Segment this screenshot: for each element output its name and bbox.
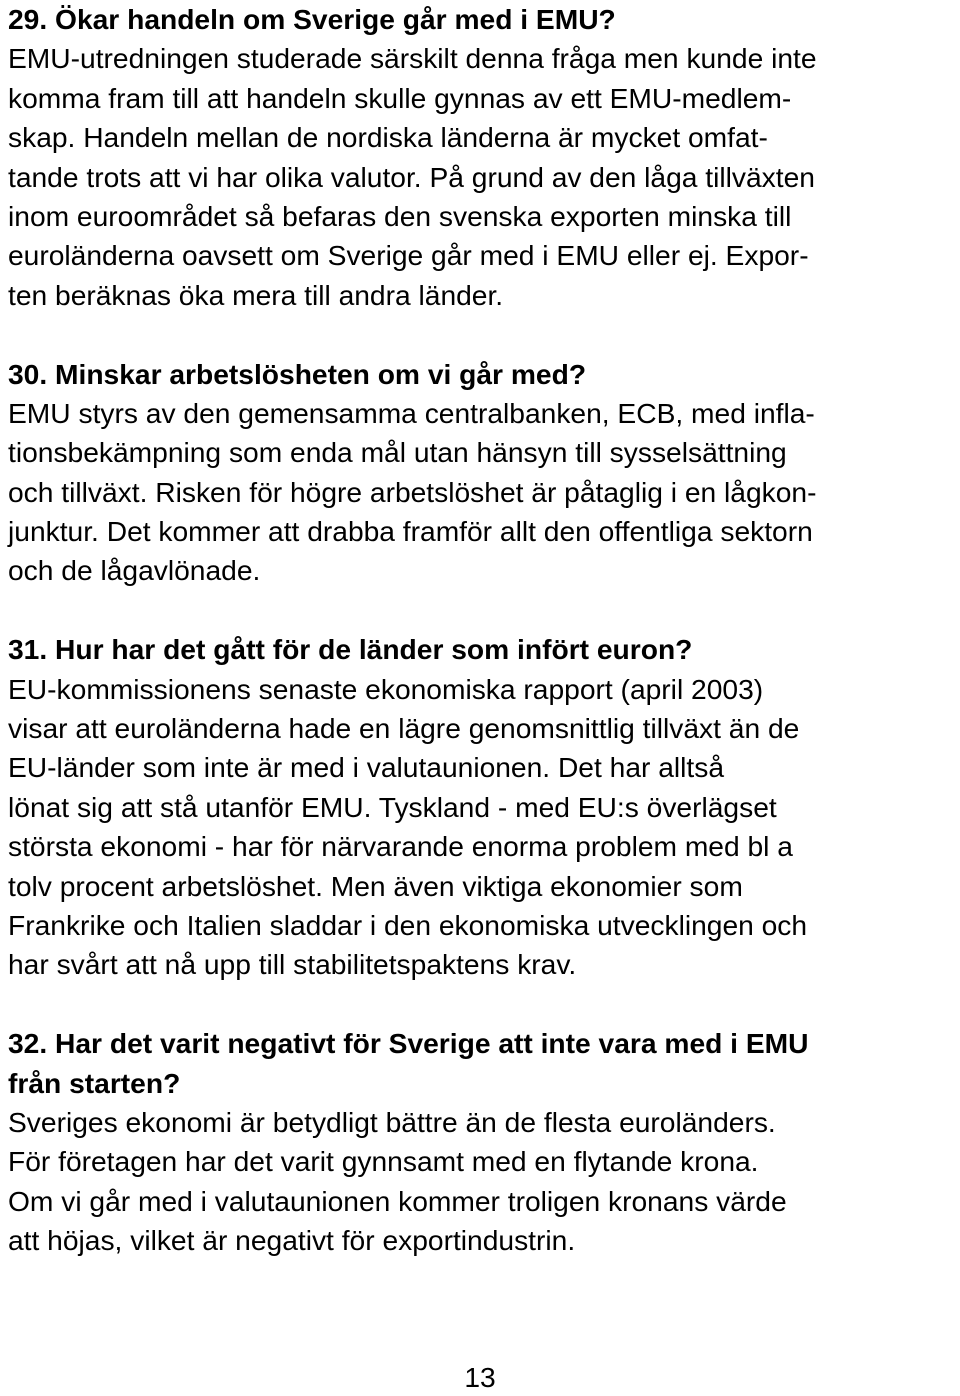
document-page <box>8 0 952 1261</box>
body-line: junktur. Det kommer att drabba framför allt den offentliga sektorn <box>8 515 813 548</box>
paragraph-gap <box>8 315 952 354</box>
paragraph-gap <box>8 591 952 630</box>
body-line: Sveriges ekonomi är betydligt bättre än de flesta euroländers. <box>8 1105 776 1138</box>
body-line: ten beräknas öka mera till andra länder. <box>8 278 504 311</box>
body-line: komma fram till att handeln skulle gynnas av ett EMU-medlem- <box>8 81 792 114</box>
body-line: och tillväxt. Risken för högre arbetslöshet är påtaglig i en lågkon- <box>8 475 817 508</box>
paragraph-gap <box>8 985 952 1024</box>
section-heading: 31. Hur har det gått för de länder som infört euron? <box>8 633 693 666</box>
body-line: För företagen har det varit gynnsamt med en flytande krona. <box>8 1145 759 1178</box>
body-line: lönat sig att stå utanför EMU. Tyskland - med EU:s överlägset <box>8 790 777 823</box>
body-line: Frankrike och Italien sladdar i den ekonomiska utvecklingen och <box>8 908 808 941</box>
body-line: Om vi går med i valutaunionen kommer troligen kronans värde <box>8 1184 787 1217</box>
body-line: tionsbekämpning som enda mål utan hänsyn till sysselsättning <box>8 436 787 469</box>
body-line: tolv procent arbetslöshet. Men även viktiga ekonomier som <box>8 869 743 902</box>
body-line: tande trots att vi har olika valutor. På grund av den låga tillväxten <box>8 160 815 193</box>
section-31 <box>8 630 952 985</box>
section-32 <box>8 1024 952 1260</box>
body-line: visar att euroländerna hade en lägre genomsnittlig tillväxt än de <box>8 712 800 745</box>
body-line: inom euroområdet så befaras den svenska exporten minska till <box>8 199 792 232</box>
body-line: har svårt att nå upp till stabilitetspaktens krav. <box>8 948 577 981</box>
body-line: EMU styrs av den gemensamma centralbanken, ECB, med infla- <box>8 396 815 429</box>
section-heading: 30. Minskar arbetslösheten om vi går med? <box>8 357 587 390</box>
page-number: 13 <box>464 1361 496 1393</box>
section-30 <box>8 355 952 591</box>
body-line: skap. Handeln mellan de nordiska länderna är mycket omfat- <box>8 121 768 154</box>
body-line: och de lågavlönade. <box>8 554 261 587</box>
body-line: EMU-utredningen studerade särskilt denna fråga men kunde inte <box>8 42 817 75</box>
body-line: EU-länder som inte är med i valutaunionen. Det har alltså <box>8 751 725 784</box>
body-line: största ekonomi - har för närvarande enorma problem med bl a <box>8 830 793 863</box>
section-heading: 29. Ökar handeln om Sverige går med i EMU? <box>8 3 616 35</box>
section-heading: 32. Har det varit negativt för Sverige att inte vara med i EMU <box>8 1027 809 1060</box>
body-line: att höjas, vilket är negativt för exportindustrin. <box>8 1224 576 1257</box>
body-line: euroländerna oavsett om Sverige går med i EMU eller ej. Expor- <box>8 239 809 272</box>
body-line: EU-kommissionens senaste ekonomiska rapport (april 2003) <box>8 672 764 705</box>
section-heading: från starten? <box>8 1066 181 1099</box>
section-29 <box>8 0 952 315</box>
